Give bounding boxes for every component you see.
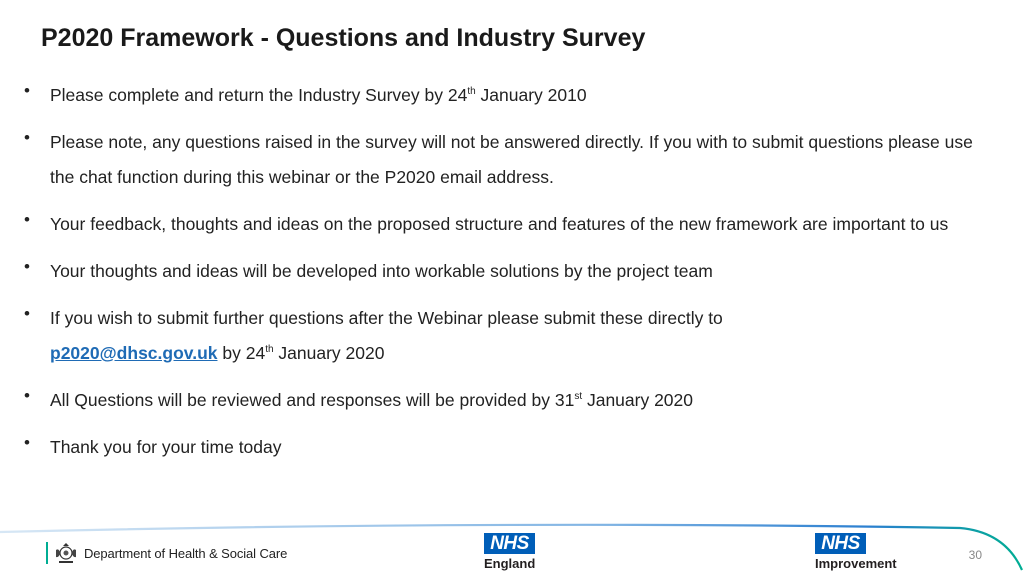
bullet-marker: • bbox=[24, 128, 30, 147]
slide-title: P2020 Framework - Questions and Industry Survey bbox=[41, 24, 646, 52]
bullet-marker: • bbox=[24, 257, 30, 276]
nhs-england-logo bbox=[484, 533, 535, 571]
bullet-item bbox=[24, 301, 984, 371]
email-link[interactable]: p2020@dhsc.gov.uk bbox=[50, 343, 218, 363]
bullet-text-end: January 2020 bbox=[273, 343, 385, 363]
bullet-marker: • bbox=[24, 210, 30, 229]
bullet-text: Thank you for your time today bbox=[50, 437, 282, 457]
bullet-text: Please note, any questions raised in the survey will not be answered directly. If you with to submit questions please use the chat function during this webinar or the P2020 email address. bbox=[50, 132, 973, 187]
bullet-item bbox=[24, 430, 984, 465]
bullet-text: Your feedback, thoughts and ideas on the proposed structure and features of the new framework are important to us bbox=[50, 214, 949, 234]
bullet-item bbox=[24, 125, 984, 195]
bullet-marker: • bbox=[24, 304, 30, 323]
dhsc-label: Department of Health & Social Care bbox=[84, 545, 288, 561]
nhs-logo-mark: NHS bbox=[484, 533, 535, 554]
bullet-text-end: January 2010 bbox=[475, 85, 587, 105]
nhs-improvement-logo bbox=[815, 533, 897, 571]
nhs-logo-mark: NHS bbox=[815, 533, 866, 554]
nhs-improvement-label: Improvement bbox=[815, 556, 897, 571]
bullet-item bbox=[24, 78, 984, 113]
page-number: 30 bbox=[968, 548, 982, 562]
bullet-text-mid: by 24 bbox=[217, 343, 266, 363]
ordinal-suffix: st bbox=[574, 391, 583, 403]
bullet-marker: • bbox=[24, 81, 30, 100]
bullet-text: Please complete and return the Industry Survey by 24 bbox=[50, 85, 468, 105]
royal-crest-icon bbox=[54, 542, 78, 564]
ordinal-suffix: th bbox=[467, 86, 476, 98]
bullet-text: All Questions will be reviewed and responses will be provided by 31 bbox=[50, 390, 575, 410]
bullet-item bbox=[24, 383, 984, 418]
bullet-text: If you wish to submit further questions after the Webinar please submit these directly to bbox=[50, 308, 723, 328]
bullet-text: Your thoughts and ideas will be developed into workable solutions by the project team bbox=[50, 261, 713, 281]
bullet-marker: • bbox=[24, 433, 30, 452]
dhsc-logo bbox=[46, 540, 287, 566]
bullet-list bbox=[24, 78, 984, 477]
ordinal-suffix: th bbox=[265, 344, 274, 356]
bullet-item bbox=[24, 254, 984, 289]
bullet-text-end: January 2020 bbox=[582, 390, 694, 410]
bullet-item bbox=[24, 207, 984, 242]
nhs-england-label: England bbox=[484, 556, 536, 571]
bullet-marker: • bbox=[24, 386, 30, 405]
dhsc-accent-bar bbox=[46, 542, 48, 564]
